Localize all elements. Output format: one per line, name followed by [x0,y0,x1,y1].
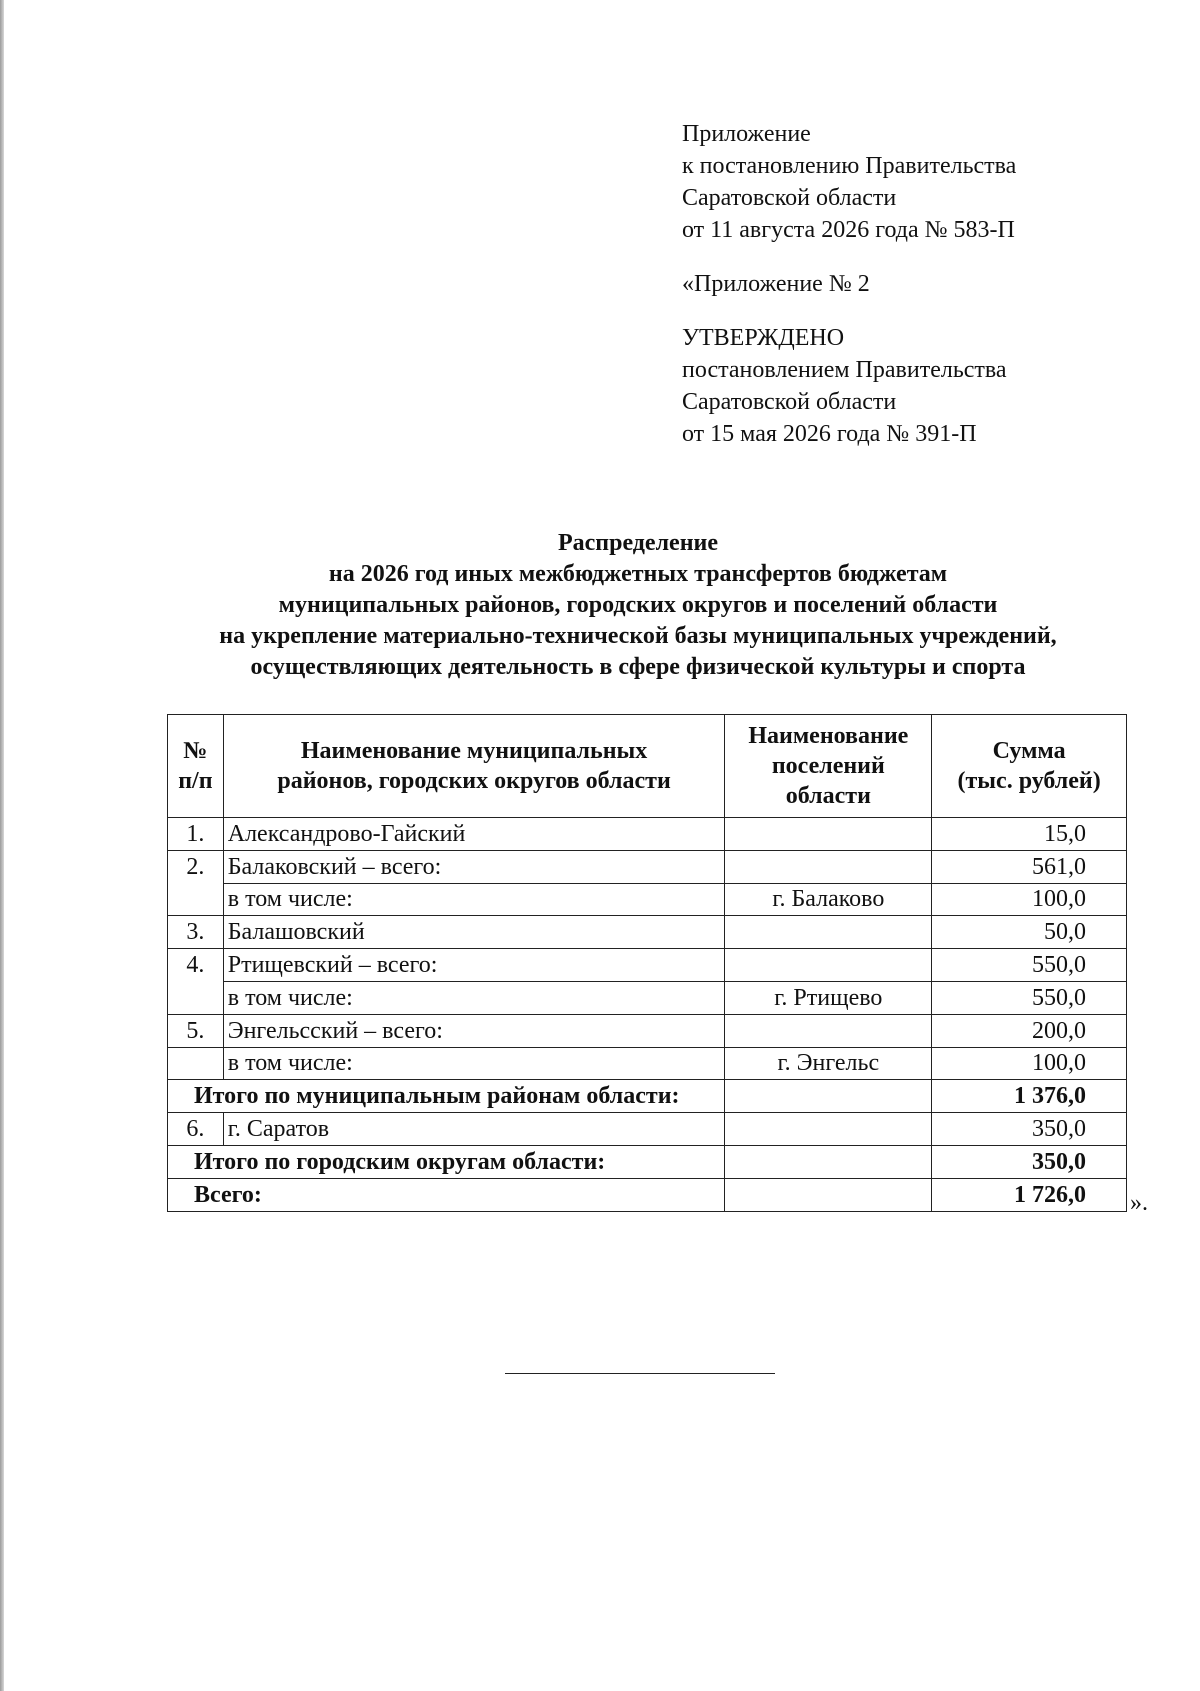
header-sum: Сумма (тыс. рублей) [932,715,1127,818]
row-sum: 550,0 [932,981,1127,1014]
row-sum: 50,0 [932,916,1127,949]
subtotal-cities-settlement [725,1145,932,1178]
appendix-line: «Приложение № 2 [682,271,870,297]
row-name: в том числе: [223,981,725,1014]
table-row [168,1014,1127,1047]
subtotal-cities-sum: 350,0 [932,1145,1127,1178]
row-name: Балаковский – всего: [223,850,725,883]
row-num [168,1047,224,1080]
distribution-table [167,714,1127,1212]
grand-total-row [168,1178,1127,1211]
grand-total-sum: 1 726,0 [932,1178,1127,1211]
table-row [168,850,1127,883]
row-name: в том числе: [223,1047,725,1080]
subtotal-cities-label: Итого по городским округам области: [168,1145,725,1178]
subtotal-districts-row [168,1080,1127,1113]
row-settlement [725,1014,932,1047]
header-line: к постановлению Правительства [682,153,1017,179]
table-row [168,949,1127,982]
title-line: на укрепление материально-технической базы муниципальных учреждений, [219,623,1057,649]
row-settlement [725,1113,932,1146]
table-row [168,818,1127,851]
row-name: Балашовский [223,916,725,949]
title-line: на 2026 год иных межбюджетных трансфертов бюджетам [328,561,948,587]
table-row [168,981,1127,1014]
table-header-row [168,715,1127,818]
approved-line: постановлением Правительства [682,357,1007,383]
row-settlement: г. Энгельс [725,1047,932,1080]
approved-line: от 15 мая 2026 года № 391-П [682,421,977,447]
row-num [168,883,224,916]
row-sum: 550,0 [932,949,1127,982]
title-line: Распределение [557,530,719,556]
table-row [168,1113,1127,1146]
grand-total-label: Всего: [168,1178,725,1211]
header-name: Наименование муниципальных районов, городских округов области [223,715,725,818]
row-sum: 100,0 [932,1047,1127,1080]
row-settlement [725,818,932,851]
title-line: осуществляющих деятельность в сфере физической культуры и спорта [250,654,1026,680]
row-name: Энгельсский – всего: [223,1014,725,1047]
subtotal-districts-label: Итого по муниципальным районам области: [168,1080,725,1113]
title-line: муниципальных районов, городских округов и поселений области [278,592,998,618]
row-settlement: г. Ртищево [725,981,932,1014]
row-settlement [725,850,932,883]
header-settlement: Наименование поселений области [725,715,932,818]
row-num: 1. [168,818,224,851]
row-sum: 561,0 [932,850,1127,883]
row-name: Ртищевский – всего: [223,949,725,982]
row-name: Александрово-Гайский [223,818,725,851]
row-num [168,981,224,1014]
document-title [120,528,1156,683]
header-block [682,118,1182,450]
row-num: 6. [168,1113,224,1146]
subtotal-districts-sum: 1 376,0 [932,1080,1127,1113]
row-sum: 350,0 [932,1113,1127,1146]
row-settlement [725,949,932,982]
table-row [168,883,1127,916]
row-sum: 200,0 [932,1014,1127,1047]
row-settlement: г. Балаково [725,883,932,916]
row-num: 4. [168,949,224,982]
row-name: г. Саратов [223,1113,725,1146]
approved-line: Саратовской области [682,389,897,415]
approved-heading: УТВЕРЖДЕНО [682,325,845,351]
subtotal-cities-row [168,1145,1127,1178]
header-line: Саратовской области [682,185,897,211]
header-num: № п/п [168,715,224,818]
scan-edge [0,0,4,1691]
row-num: 2. [168,850,224,883]
grand-total-settlement [725,1178,932,1211]
row-num: 3. [168,916,224,949]
header-line: от 11 августа 2026 года № 583-П [682,217,1015,243]
footer-divider [505,1373,775,1374]
row-settlement [725,916,932,949]
subtotal-districts-settlement [725,1080,932,1113]
table-row [168,1047,1127,1080]
row-name: в том числе: [223,883,725,916]
closing-quote: ». [1130,1190,1148,1216]
row-sum: 15,0 [932,818,1127,851]
row-num: 5. [168,1014,224,1047]
row-sum: 100,0 [932,883,1127,916]
table-row [168,916,1127,949]
header-line: Приложение [682,121,811,147]
